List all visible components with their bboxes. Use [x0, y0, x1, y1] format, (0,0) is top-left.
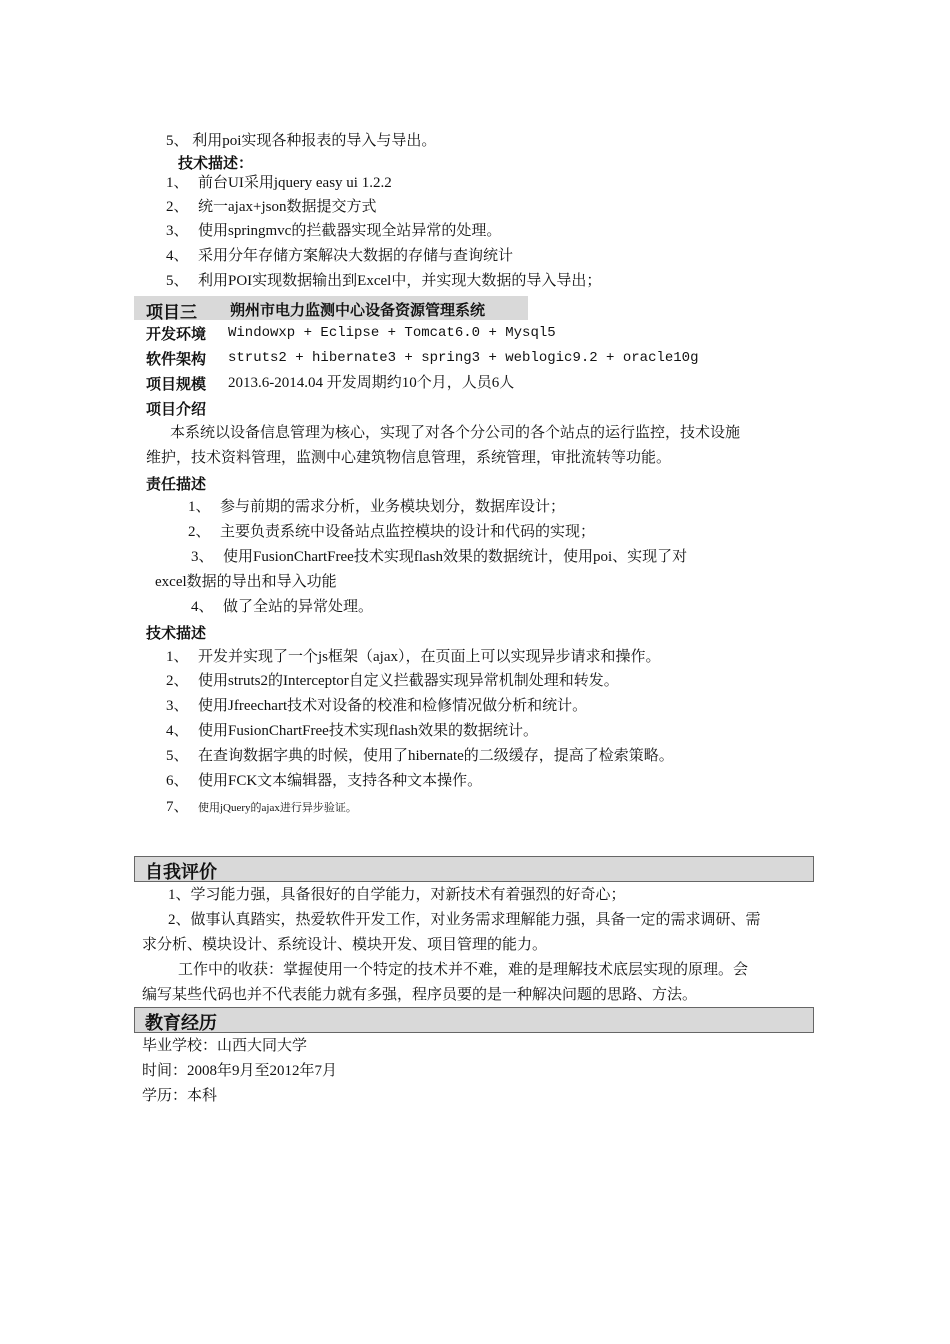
- list-item: 3、 使用springmvc的拦截器实现全站异常的处理。: [166, 223, 502, 239]
- list-item: 1、 前台UI采用jquery easy ui 1.2.2: [166, 175, 392, 191]
- list-item: 4、 采用分年存储方案解决大数据的存储与查询统计: [166, 248, 514, 264]
- prev-item-5: 5、 利用poi实现各种报表的导入与导出。: [166, 133, 437, 149]
- education-school: 毕业学校：山西大同大学: [142, 1038, 308, 1054]
- list-item: 1、 参与前期的需求分析，业务模块划分，数据库设计；: [188, 499, 566, 515]
- list-item: 5、 利用POI实现数据输出到Excel中，并实现大数据的导入导出；: [166, 273, 602, 289]
- list-item: 3、 使用FusionChartFree技术实现flash效果的数据统计，使用poi、实现了对: [191, 549, 688, 565]
- env-label: 开发环境: [146, 325, 207, 343]
- scale-label: 项目规模: [146, 375, 207, 393]
- self-eval-p2-line1: 2、做事认真踏实，热爱软件开发工作，对业务需求理解能力强，具备一定的需求调研、需: [168, 912, 761, 928]
- education-degree: 学历：本科: [142, 1088, 218, 1104]
- list-item: 1、 开发并实现了一个js框架（ajax），在页面上可以实现异步请求和操作。: [166, 649, 661, 665]
- arch-value: struts2 + hibernate3 + spring3 + weblogic9.2 + oracle10g: [228, 350, 699, 366]
- list-item: 2、 统一ajax+json数据提交方式: [166, 199, 377, 215]
- intro-label: 项目介绍: [146, 400, 207, 418]
- tech-label: 技术描述: [146, 624, 207, 642]
- list-item: 3、 使用Jfreechart技术对设备的校准和检修情况做分析和统计。: [166, 698, 588, 714]
- list-item: 2、 使用struts2的Interceptor自定义拦截器实现异常机制处理和转发。: [166, 673, 619, 689]
- project-name: 朔州市电力监测中心设备资源管理系统: [230, 301, 486, 319]
- self-eval-header: [134, 856, 814, 882]
- env-value: Windowxp + Eclipse + Tomcat6.0 + Mysql5: [228, 325, 556, 341]
- resp-label: 责任描述: [146, 475, 207, 493]
- self-eval-p1: 1、学习能力强，具备很好的自学能力，对新技术有着强烈的好奇心；: [168, 887, 626, 903]
- intro-line-1: 本系统以设备信息管理为核心，实现了对各个分公司的各个站点的运行监控，技术设施: [170, 425, 741, 441]
- list-item: 5、 在查询数据字典的时候，使用了hibernate的二级缓存，提高了检索策略。: [166, 748, 674, 764]
- project-label: 项目三: [146, 303, 197, 323]
- education-header: [134, 1007, 814, 1033]
- list-item: excel数据的导出和导入功能: [155, 574, 337, 590]
- arch-label: 软件架构: [146, 350, 207, 368]
- list-item: 4、 做了全站的异常处理。: [191, 599, 374, 615]
- education-title: 教育经历: [145, 1013, 217, 1034]
- self-eval-title: 自我评价: [145, 862, 217, 883]
- list-item: 6、 使用FCK文本编辑器，支持各种文本操作。: [166, 773, 483, 789]
- list-item: 2、 主要负责系统中设备站点监控模块的设计和代码的实现；: [188, 524, 596, 540]
- intro-line-2: 维护，技术资料管理，监测中心建筑物信息管理，系统管理，审批流转等功能。: [146, 450, 672, 466]
- education-time: 时间：2008年9月至2012年7月: [142, 1063, 338, 1079]
- self-eval-p3-line1: 工作中的收获：掌握使用一个特定的技术并不难，难的是理解技术底层实现的原理。会: [178, 962, 749, 978]
- list-item: 4、 使用FusionChartFree技术实现flash效果的数据统计。: [166, 723, 538, 739]
- self-eval-p3-line2: 编写某些代码也并不代表能力就有多强，程序员要的是一种解决问题的思路、方法。: [142, 987, 698, 1003]
- scale-value: 2013.6-2014.04 开发周期约10个月，人员6人: [228, 375, 515, 391]
- prev-tech-heading: 技术描述：: [178, 154, 254, 172]
- self-eval-p2-line2: 求分析、模块设计、系统设计、模块开发、项目管理的能力。: [142, 937, 548, 953]
- list-item: 7、 使用jQuery的ajax进行异步验证。: [166, 799, 357, 815]
